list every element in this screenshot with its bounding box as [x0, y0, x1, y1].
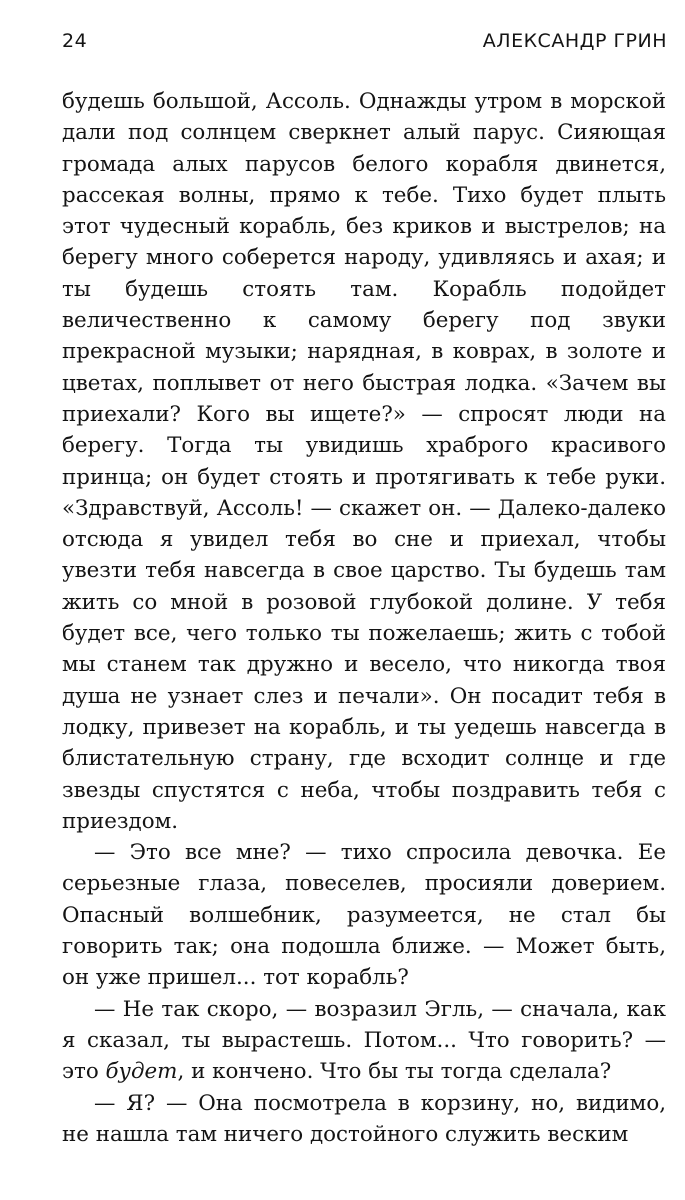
paragraph: — Я? — Она посмотрела в корзину, но, видимо, не нашла там ничего достойного служить веским	[62, 1090, 666, 1147]
paragraph: будешь большой, Ассоль. Однажды утром в морской дали под солнцем сверкнет алый парус. Сияющая громада алых парусов белого корабля двинется, рассекая волны, прямо к тебе. Тихо будет плыть этот чудесный корабль, без криков и выстрелов; на берегу много соберется народу, удивляясь и ахая; и ты будешь стоять там. Корабль подойдет величественно к самому берегу под звуки прекрасной музыки; нарядная, в коврах, в золоте и цветах, поплывет от него быстрая лодка. «Зачем вы приехали? Кого вы ищете?» — спросят люди на берегу. Тогда ты увидишь храброго красивого принца; он будет стоять и протягивать к тебе руки. «Здравствуй, Ассоль! — скажет он. — Далеко-далеко отсюда я увидел тебя во сне и приехал, чтобы увезти тебя навсегда в свое царство. Ты будешь там жить со мной в розовой глубокой долине. У тебя будет все, чего только ты пожелаешь; жить с тобой мы станем так дружно и весело, что никогда твоя душа не узнает слез и печали». Он посадит тебя в лодку, привезет на корабль, и ты уедешь навсегда в блистательную страну, где всходит солнце и где звезды спустятся с неба, чтобы поздравить тебя с приездом.	[62, 89, 666, 834]
italic-word: будет	[105, 1059, 178, 1085]
paragraph	[62, 994, 666, 1088]
text-body	[62, 86, 666, 1150]
paragraph-text: , и кончено. Что бы ты тогда сделала?	[177, 1059, 612, 1085]
page-header	[62, 30, 667, 60]
paragraph: — Это все мне? — тихо спросила девочка. Ее серьезные глаза, повеселев, просияли доверием. Опасный волшебник, разумеется, не стал бы говорить так; она подошла ближе. — Может быть, он уже пришел... тот корабль?	[62, 840, 666, 991]
paragraph-text: — Не так скоро, — возразил Эгль, — сначала, как я сказал, ты вырастешь. Потом... Что говорить? — это	[62, 996, 666, 1085]
running-head: АЛЕКСАНДР ГРИН	[482, 30, 667, 52]
page-number: 24	[62, 30, 88, 52]
